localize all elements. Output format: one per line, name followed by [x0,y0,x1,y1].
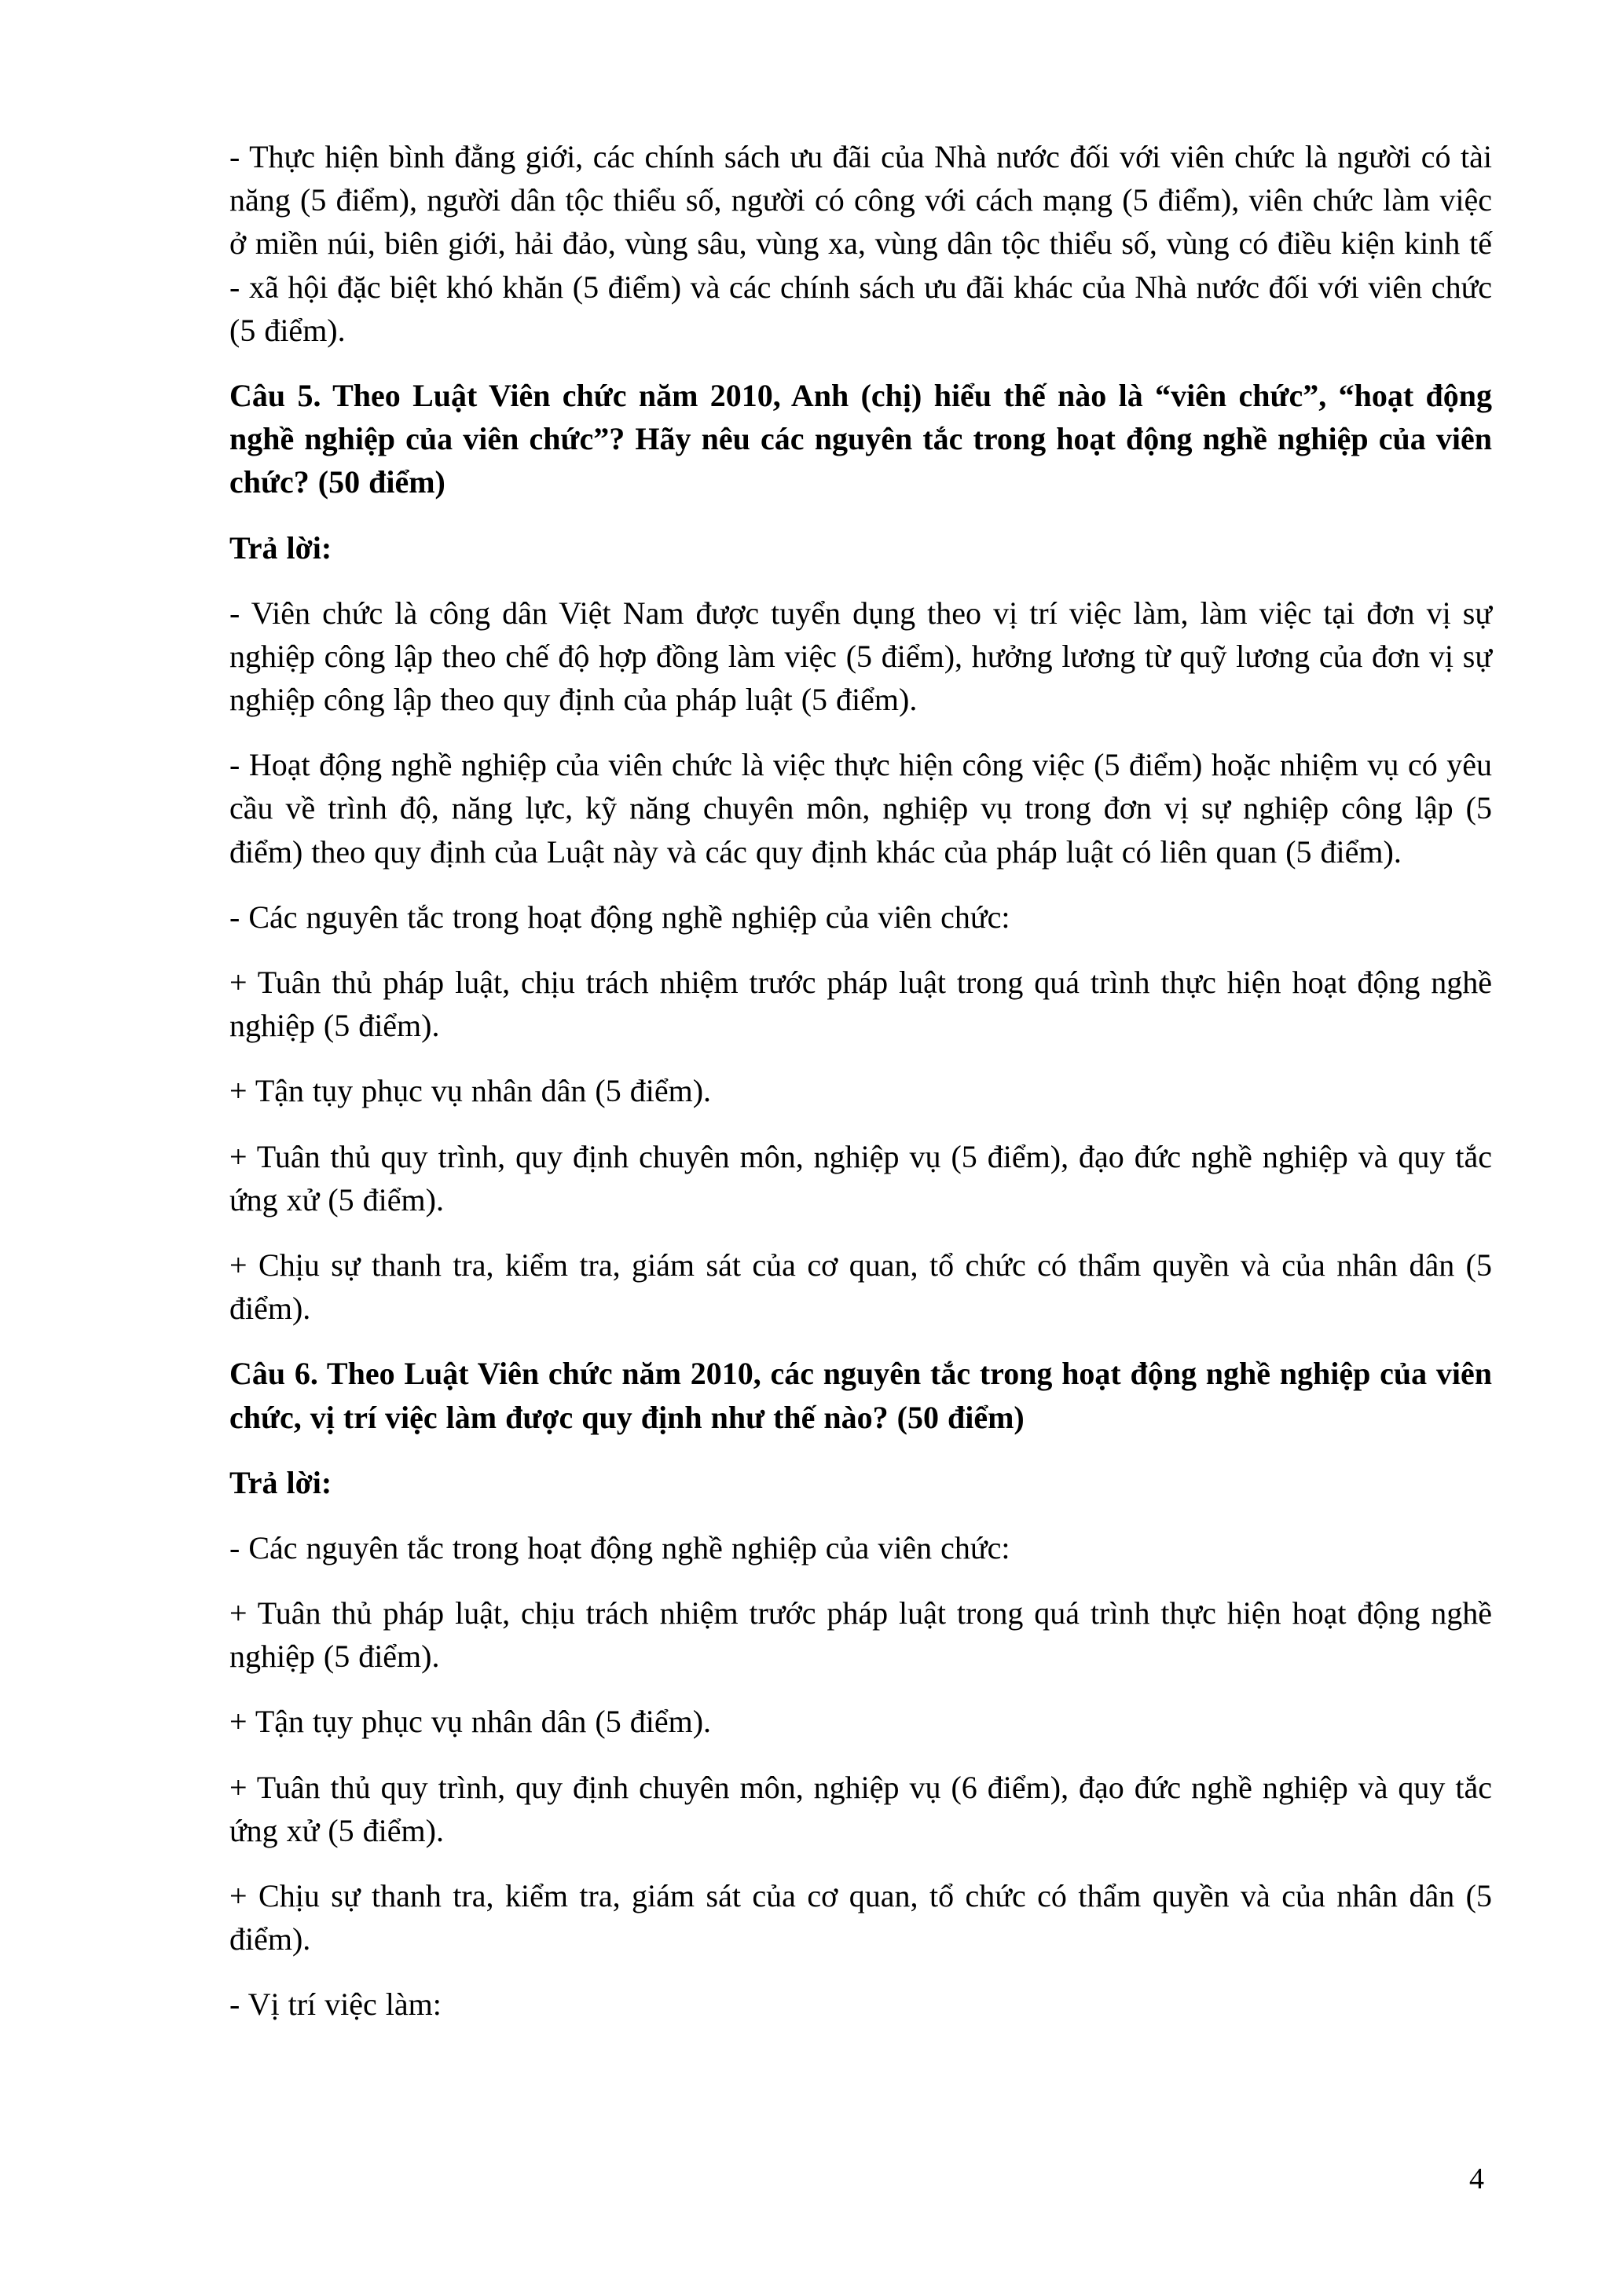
paragraph: - Hoạt động nghề nghiệp của viên chức là việc thực hiện công việc (5 điểm) hoặc nhiệm vụ có yêu cầu về trình độ, năng lực, kỹ năng chuyên môn, nghiệp vụ trong đơn vị sự nghiệp công lập (5 điểm) theo quy định của Luật này và các quy định khác của pháp luật có liên quan (5 điểm). [229,747,1492,870]
paragraph: - Các nguyên tắc trong hoạt động nghề nghiệp của viên chức: [229,1529,1010,1565]
paragraph: + Tuân thủ pháp luật, chịu trách nhiệm trước pháp luật trong quá trình thực hiện hoạt động nghề nghiệp (5 điểm). [229,1595,1492,1675]
question-heading-cau-5: Câu 5. Theo Luật Viên chức năm 2010, Anh (chị) hiểu thế nào là “viên chức”, “hoạt động nghề nghiệp của viên chức”? Hãy nêu các nguyên tắc trong hoạt động nghề nghiệp của viên chức? (50 điểm) [229,377,1492,500]
question-heading-cau-6: Câu 6. Theo Luật Viên chức năm 2010, các nguyên tắc trong hoạt động nghề nghiệp của viên chức, vị trí việc làm được quy định như thế nào? (50 điểm) [229,1356,1492,1435]
paragraph: + Chịu sự thanh tra, kiểm tra, giám sát của cơ quan, tổ chức có thẩm quyền và của nhân dân (5 điểm). [229,1878,1492,1957]
paragraph: + Tuân thủ quy trình, quy định chuyên môn, nghiệp vụ (5 điểm), đạo đức nghề nghiệp và quy tắc ứng xử (5 điểm). [229,1138,1492,1218]
answer-label: Trả lời: [229,529,332,566]
paragraph: + Tuân thủ quy trình, quy định chuyên môn, nghiệp vụ (6 điểm), đạo đức nghề nghiệp và quy tắc ứng xử (5 điểm). [229,1769,1492,1848]
page-number: 4 [1469,2162,1484,2195]
paragraph: - Vị trí việc làm: [229,1987,442,2023]
document-body [229,135,1492,2027]
paragraph: - Các nguyên tắc trong hoạt động nghề nghiệp của viên chức: [229,899,1010,935]
answer-label: Trả lời: [229,1464,332,1500]
paragraph: + Chịu sự thanh tra, kiểm tra, giám sát của cơ quan, tổ chức có thẩm quyền và của nhân dân (5 điểm). [229,1247,1492,1327]
paragraph: + Tận tụy phục vụ nhân dân (5 điểm). [229,1073,712,1109]
paragraph: + Tận tụy phục vụ nhân dân (5 điểm). [229,1704,712,1740]
paragraph: + Tuân thủ pháp luật, chịu trách nhiệm trước pháp luật trong quá trình thực hiện hoạt động nghề nghiệp (5 điểm). [229,965,1492,1044]
paragraph: - Viên chức là công dân Việt Nam được tuyển dụng theo vị trí việc làm, làm việc tại đơn vị sự nghiệp công lập theo chế độ hợp đồng làm việc (5 điểm), hưởng lương từ quỹ lương của đơn vị sự nghiệp công lập theo quy định của pháp luật (5 điểm). [229,595,1492,718]
paragraph: - Thực hiện bình đẳng giới, các chính sách ưu đãi của Nhà nước đối với viên chức là người có tài năng (5 điểm), người dân tộc thiểu số, người có công với cách mạng (5 điểm), viên chức làm việc ở miền núi, biên giới, hải đảo, vùng sâu, vùng xa, vùng dân tộc thiểu số, vùng có điều kiện kinh tế - xã hội đặc biệt khó khăn (5 điểm) và các chính sách ưu đãi khác của Nhà nước đối với viên chức (5 điểm). [229,139,1492,348]
